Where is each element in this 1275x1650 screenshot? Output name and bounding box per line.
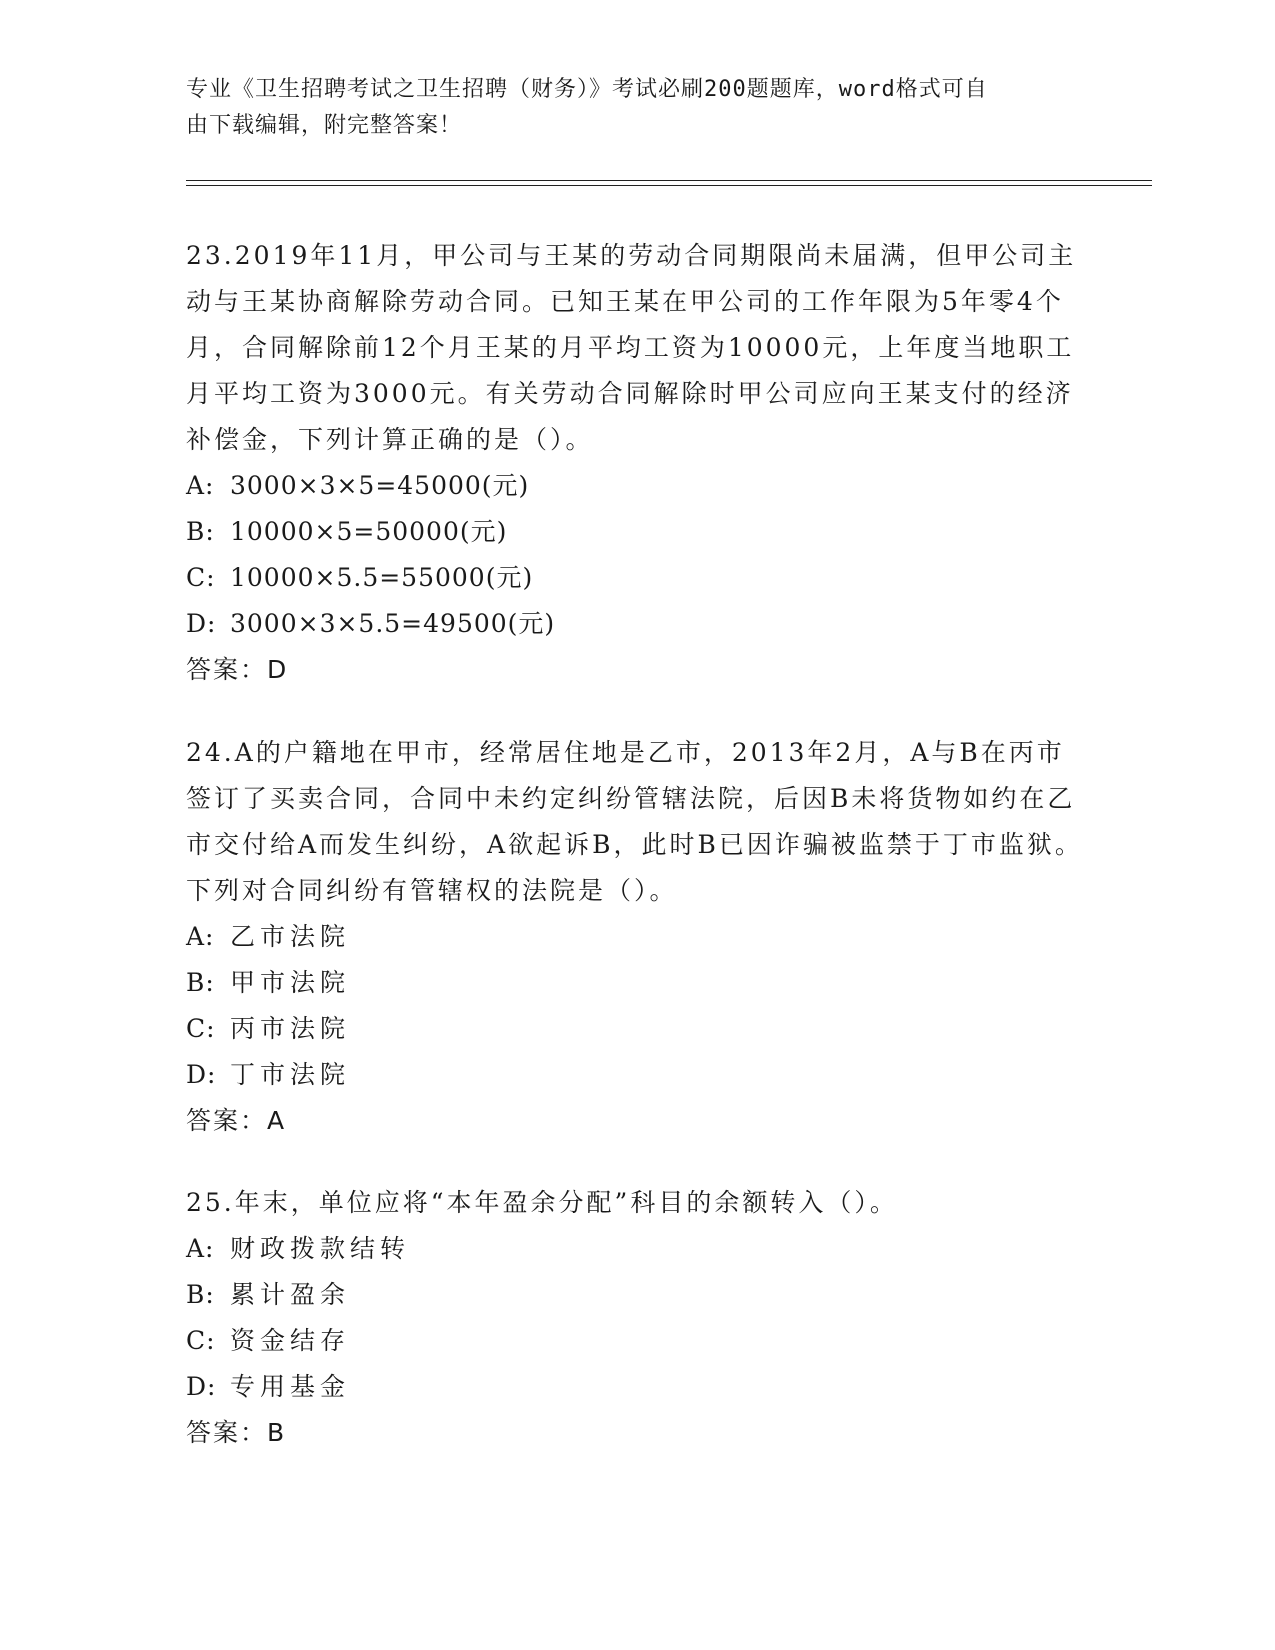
answer-line: 答案：A <box>186 1106 287 1135</box>
option-b <box>186 1272 1086 1318</box>
option-letter: C: <box>186 563 216 592</box>
answer-line: 答案：B <box>186 1418 287 1447</box>
option-letter: C: <box>186 1326 216 1355</box>
option-letter: B: <box>186 968 215 997</box>
option-letter: B: <box>186 1280 215 1309</box>
option-letter: A: <box>186 471 215 500</box>
option-letter: B: <box>186 517 215 546</box>
option-a <box>186 914 1086 960</box>
option-text: 乙市法院 <box>230 922 351 951</box>
option-text: 专用基金 <box>230 1372 351 1401</box>
option-d <box>186 1052 1086 1098</box>
option-text: 甲市法院 <box>230 968 351 997</box>
option-b <box>186 960 1086 1006</box>
option-d <box>186 1364 1086 1410</box>
option-text: 丙市法院 <box>230 1014 351 1043</box>
header-divider-bottom <box>186 185 1152 186</box>
header-line-1: 专业《卫生招聘考试之卫生招聘（财务）》考试必刷200题题库，word格式可自 <box>186 77 988 102</box>
option-text: 累计盈余 <box>230 1280 351 1309</box>
question-stem: 23.2019年11月，甲公司与王某的劳动合同期限尚未届满，但甲公司主动与王某协商解除劳动合同。已知王某在甲公司的工作年限为5年零4个月，合同解除前12个月王某的月平均工资为10000元，上年度当地职工月平均工资为3000元。有关劳动合同解除时甲公司应向王某支付的经济补偿金，下列计算正确的是（）。 <box>186 241 1077 454</box>
question-23 <box>186 233 1086 693</box>
question-25 <box>186 1180 1086 1456</box>
header-divider-top <box>186 180 1152 181</box>
option-text: 3000×3×5.5=49500(元) <box>230 609 556 638</box>
option-letter: D: <box>186 1060 217 1089</box>
header-line-2: 由下载编辑，附完整答案！ <box>186 113 463 138</box>
option-text: 资金结存 <box>230 1326 351 1355</box>
question-stem: 25.年末，单位应将“本年盈余分配”科目的余额转入（）。 <box>186 1188 898 1217</box>
option-text: 3000×3×5=45000(元) <box>230 471 530 500</box>
option-a <box>186 1226 1086 1272</box>
option-a <box>186 463 1086 509</box>
question-24 <box>186 730 1086 1144</box>
option-c <box>186 1318 1086 1364</box>
option-text: 10000×5=50000(元) <box>230 517 508 546</box>
option-letter: A: <box>186 1234 215 1263</box>
option-b <box>186 509 1086 555</box>
option-letter: A: <box>186 922 215 951</box>
option-text: 丁市法院 <box>230 1060 351 1089</box>
option-c <box>186 1006 1086 1052</box>
question-stem: 24.A的户籍地在甲市，经常居住地是乙市，2013年2月，A与B在丙市签订了买卖合同，合同中未约定纠纷管辖法院，后因B未将货物如约在乙市交付给A而发生纠纷，A欲起诉B，此时B已因诈骗被监禁于丁市监狱。下列对合同纠纷有管辖权的法院是（）。 <box>186 738 1083 905</box>
option-d <box>186 601 1086 647</box>
option-letter: D: <box>186 1372 217 1401</box>
option-text: 10000×5.5=55000(元) <box>230 563 534 592</box>
option-text: 财政拨款结转 <box>230 1234 411 1263</box>
answer-line: 答案：D <box>186 655 289 684</box>
option-letter: D: <box>186 609 217 638</box>
document-header <box>186 72 1066 144</box>
option-letter: C: <box>186 1014 216 1043</box>
option-c <box>186 555 1086 601</box>
